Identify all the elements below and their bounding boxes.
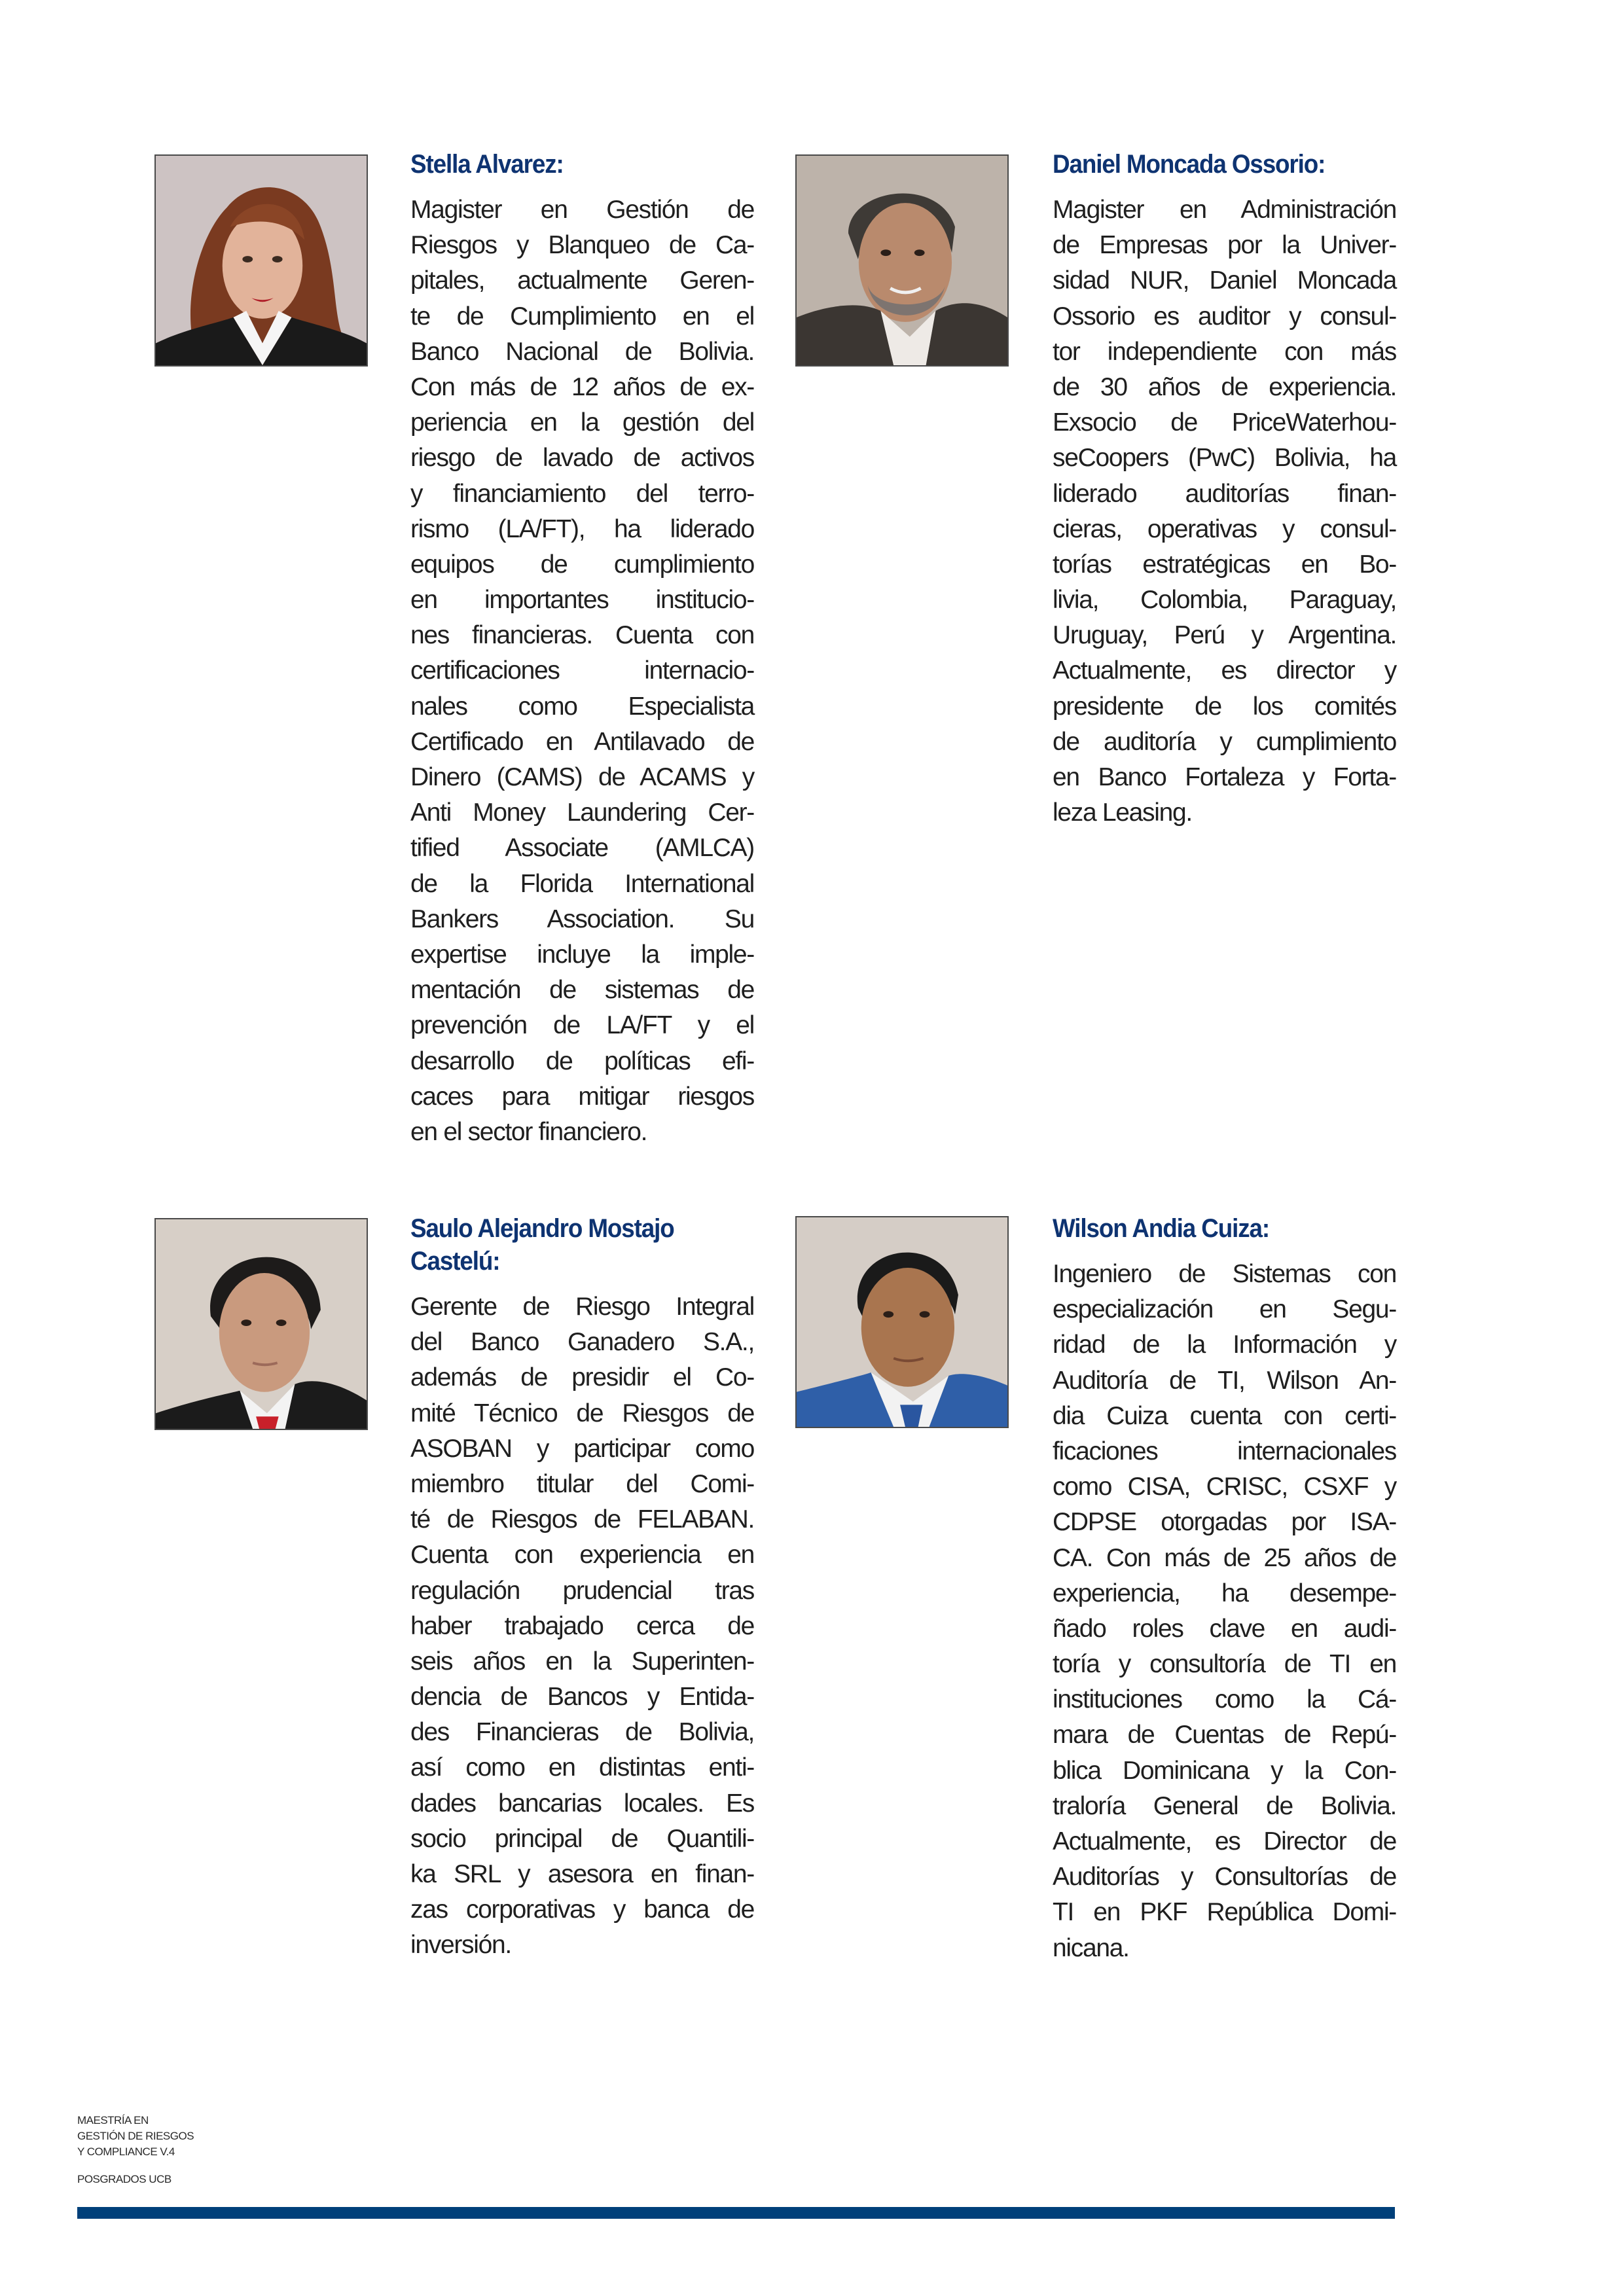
- bio-line: Auditorías y Consultorías de: [1053, 1863, 1396, 1892]
- portrait-photo-daniel-moncada-ossorio: [795, 154, 1009, 367]
- bio-line: así como en distintas enti-: [410, 1753, 754, 1782]
- bio-line: mentación de sistemas de: [410, 976, 754, 1005]
- bio-line: CDPSE otorgadas por ISA-: [1053, 1508, 1396, 1537]
- bio-line: dencia de Bancos y Entida-: [410, 1683, 754, 1712]
- footer-accent-bar: [77, 2207, 1395, 2219]
- bio-line: equipos de cumplimiento: [410, 550, 754, 579]
- bio-line: Magister en Gestión de: [410, 196, 754, 224]
- bio-line: te de Cumplimiento en el: [410, 302, 754, 331]
- bio-line: Gerente de Riesgo Integral: [410, 1293, 754, 1321]
- person-portrait-icon: [156, 156, 367, 365]
- bio-line: en Banco Fortaleza y Forta-: [1053, 763, 1396, 791]
- bio-line: des Financieras de Bolivia,: [410, 1718, 754, 1747]
- bio-line: Actualmente, es Director de: [1053, 1827, 1396, 1856]
- bio-line: traloría General de Bolivia.: [1053, 1791, 1396, 1820]
- bio-line: Cuenta con experiencia en: [410, 1541, 754, 1570]
- portrait-photo-wilson-andia-cuiza: [795, 1216, 1009, 1428]
- bio-line: de Empresas por la Univer-: [1053, 231, 1396, 260]
- portrait-photo-saulo-alejandro-mostajo-castelu: [154, 1218, 368, 1430]
- bio-line: sidad NUR, Daniel Moncada: [1053, 266, 1396, 295]
- bio-line: del Banco Ganadero S.A.,: [410, 1328, 754, 1357]
- bio-line: caces para mitigar riesgos: [410, 1082, 754, 1111]
- bio-line: como CISA, CRISC, CSXF y: [1053, 1473, 1396, 1501]
- footer-institution: POSGRADOS UCB: [77, 2173, 171, 2185]
- bio-line: ka SRL y asesora en finan-: [410, 1860, 754, 1888]
- bio-line: haber trabajado cerca de: [410, 1611, 754, 1640]
- bio-line: seis años en la Superinten-: [410, 1647, 754, 1676]
- bio-line: nicana.: [1053, 1933, 1129, 1962]
- bio-line: CA. Con más de 25 años de: [1053, 1543, 1396, 1572]
- bio-line: zas corporativas y banca de: [410, 1895, 754, 1924]
- bio-line: toría y consultoría de TI en: [1053, 1650, 1396, 1679]
- bio-line: Dinero (CAMS) de ACAMS y: [410, 763, 754, 791]
- profile-bio: [410, 1289, 754, 1964]
- bio-line: rismo (LA/FT), ha liderado: [410, 514, 754, 543]
- profile-name: Stella Alvarez:: [410, 150, 564, 179]
- bio-line: socio principal de Quantili-: [410, 1824, 754, 1853]
- bio-line: Ingeniero de Sistemas con: [1053, 1260, 1396, 1288]
- bio-line: ficaciones internacionales: [1053, 1437, 1396, 1465]
- bio-line: blica Dominicana y la Con-: [1053, 1756, 1396, 1785]
- bio-line: nes financieras. Cuenta con: [410, 621, 754, 650]
- bio-line: Exsocio de PriceWaterhou-: [1053, 408, 1396, 437]
- profile-name: Wilson Andia Cuiza:: [1053, 1214, 1270, 1243]
- bio-line: Magister en Administración: [1053, 196, 1396, 224]
- bio-line: dades bancarias locales. Es: [410, 1789, 754, 1818]
- bio-line: certificaciones internacio-: [410, 656, 754, 685]
- bio-line: Auditoría de TI, Wilson An-: [1053, 1366, 1396, 1395]
- bio-line: regulación prudencial tras: [410, 1576, 754, 1605]
- bio-line: tified Associate (AMLCA): [410, 834, 754, 863]
- bio-line: experiencia, ha desempe-: [1053, 1579, 1396, 1607]
- bio-line: livia, Colombia, Paraguay,: [1053, 586, 1396, 615]
- bio-line: periencia en la gestión del: [410, 408, 754, 437]
- bio-line: Banco Nacional de Bolivia.: [410, 337, 754, 366]
- bio-line: nales como Especialista: [410, 692, 754, 721]
- footer-program-title: [77, 2113, 194, 2160]
- bio-column-saulo-alejandro-mostajo-castelu: [410, 1212, 754, 1964]
- bio-line: además de presidir el Co-: [410, 1363, 754, 1392]
- bio-line: TI en PKF República Domi-: [1053, 1898, 1396, 1927]
- profile-name: Daniel Moncada Ossorio:: [1053, 150, 1326, 179]
- profile-bio: [1053, 192, 1396, 831]
- profile-name-line-1: Saulo Alejandro Mostajo: [410, 1214, 674, 1243]
- bio-line: desarrollo de políticas efi-: [410, 1047, 754, 1075]
- bio-line: en el sector financiero.: [410, 1117, 647, 1146]
- portrait-photo-stella-alvarez: [154, 154, 368, 367]
- bio-line: miembro titular del Comi-: [410, 1469, 754, 1498]
- bio-line: pitales, actualmente Geren-: [410, 266, 754, 295]
- bio-line: Bankers Association. Su: [410, 905, 754, 933]
- person-portrait-icon: [156, 1219, 367, 1429]
- bio-line: Anti Money Laundering Cer-: [410, 798, 754, 827]
- bio-line: expertise incluye la imple-: [410, 940, 754, 969]
- bio-line: té de Riesgos de FELABAN.: [410, 1505, 754, 1534]
- bio-line: Riesgos y Blanqueo de Ca-: [410, 231, 754, 260]
- profile-bio: [410, 192, 754, 1150]
- bio-line: leza Leasing.: [1053, 798, 1192, 827]
- bio-line: tor independiente con más: [1053, 337, 1396, 366]
- bio-line: liderado auditorías finan-: [1053, 479, 1396, 508]
- bio-line: especialización en Segu-: [1053, 1295, 1396, 1324]
- bio-line: Actualmente, es director y: [1053, 656, 1396, 685]
- bio-line: mité Técnico de Riesgos de: [410, 1399, 754, 1427]
- bio-column-wilson-andia-cuiza: [1053, 1212, 1396, 1966]
- bio-line: de la Florida International: [410, 869, 754, 898]
- bio-line: prevención de LA/FT y el: [410, 1011, 754, 1040]
- bio-line: y financiamiento del terro-: [410, 479, 754, 508]
- bio-line: Uruguay, Perú y Argentina.: [1053, 621, 1396, 650]
- person-portrait-icon: [797, 1217, 1007, 1427]
- bio-line: inversión.: [410, 1931, 511, 1960]
- bio-line: Ossorio es auditor y consul-: [1053, 302, 1396, 331]
- bio-column-daniel-moncada-ossorio: [1053, 148, 1396, 831]
- bio-line: seCoopers (PwC) Bolivia, ha: [1053, 444, 1396, 473]
- profile-name-line-2: Castelú:: [410, 1247, 500, 1276]
- bio-line: de 30 años de experiencia.: [1053, 372, 1396, 401]
- bio-line: torías estratégicas en Bo-: [1053, 550, 1396, 579]
- bio-line: cieras, operativas y consul-: [1053, 514, 1396, 543]
- bio-line: Con más de 12 años de ex-: [410, 372, 754, 401]
- footer-program-line: MAESTRÍA EN: [77, 2114, 149, 2126]
- bio-line: instituciones como la Cá-: [1053, 1685, 1396, 1714]
- bio-line: ridad de la Información y: [1053, 1331, 1396, 1359]
- bio-line: mara de Cuentas de Repú-: [1053, 1721, 1396, 1749]
- bio-line: ASOBAN y participar como: [410, 1434, 754, 1463]
- footer-program-line: GESTIÓN DE RIESGOS: [77, 2130, 194, 2142]
- bio-line: dia Cuiza cuenta con certi-: [1053, 1401, 1396, 1430]
- bio-line: riesgo de lavado de activos: [410, 444, 754, 473]
- footer-program-line: Y COMPLIANCE V.4: [77, 2145, 175, 2158]
- bio-line: en importantes institucio-: [410, 586, 754, 615]
- bio-column-stella-alvarez: [410, 148, 754, 1150]
- person-portrait-icon: [797, 156, 1007, 365]
- profile-bio: [1053, 1257, 1396, 1966]
- bio-line: ñado roles clave en audi-: [1053, 1614, 1396, 1643]
- bio-line: presidente de los comités: [1053, 692, 1396, 721]
- bio-line: de auditoría y cumplimiento: [1053, 727, 1396, 756]
- bio-line: Certificado en Antilavado de: [410, 727, 754, 756]
